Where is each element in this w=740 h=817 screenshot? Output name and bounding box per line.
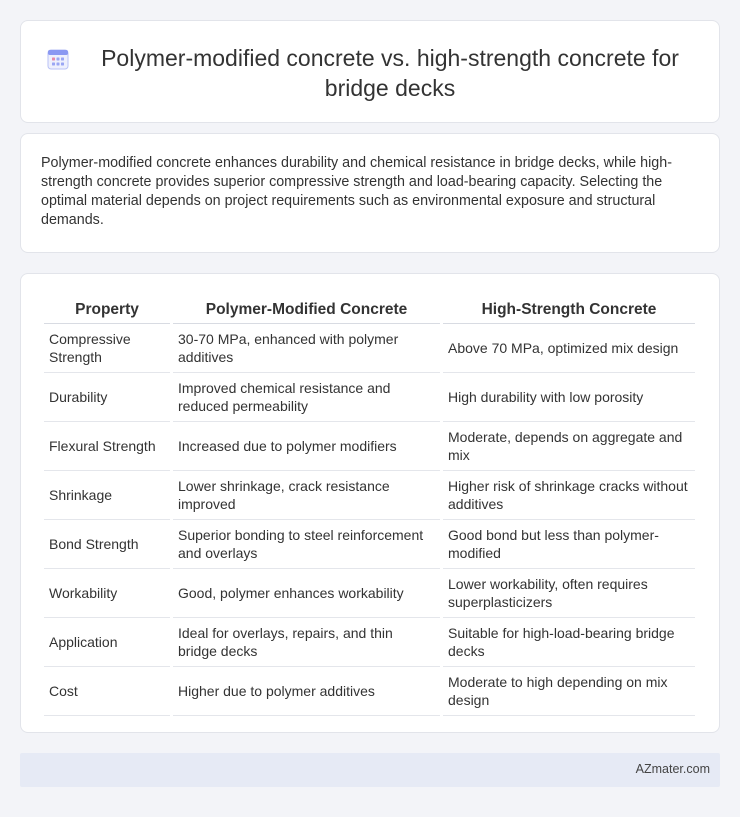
table-row	[44, 618, 695, 667]
table-row	[44, 520, 695, 569]
table-header-row	[44, 294, 695, 324]
cell-polymer-modified: Improved chemical resistance and reduced permeability	[173, 373, 440, 422]
cell-property: Bond Strength	[44, 520, 170, 569]
cell-polymer-modified: Ideal for overlays, repairs, and thin bridge decks	[173, 618, 440, 667]
cell-property: Durability	[44, 373, 170, 422]
cell-property: Cost	[44, 667, 170, 716]
title-card	[20, 20, 720, 123]
table-row	[44, 422, 695, 471]
table-row	[44, 373, 695, 422]
header-polymer-modified: Polymer-Modified Concrete	[173, 294, 440, 324]
cell-high-strength: Higher risk of shrinkage cracks without additives	[443, 471, 695, 520]
cell-high-strength: Above 70 MPa, optimized mix design	[443, 324, 695, 373]
table-row	[44, 324, 695, 373]
cell-property: Application	[44, 618, 170, 667]
cell-high-strength: Moderate, depends on aggregate and mix	[443, 422, 695, 471]
cell-polymer-modified: 30-70 MPa, enhanced with polymer additives	[173, 324, 440, 373]
summary-card	[20, 133, 720, 253]
cell-property: Shrinkage	[44, 471, 170, 520]
comparison-table-card	[20, 273, 720, 733]
footer	[20, 753, 720, 787]
header-property: Property	[44, 294, 170, 324]
table-row	[44, 569, 695, 618]
table-row	[44, 667, 695, 716]
cell-polymer-modified: Good, polymer enhances workability	[173, 569, 440, 618]
cell-property: Workability	[44, 569, 170, 618]
header-high-strength: High-Strength Concrete	[443, 294, 695, 324]
cell-high-strength: High durability with low porosity	[443, 373, 695, 422]
cell-high-strength: Suitable for high-load-bearing bridge decks	[443, 618, 695, 667]
footer-site-link[interactable]: AZmater.com	[635, 762, 710, 776]
cell-polymer-modified: Higher due to polymer additives	[173, 667, 440, 716]
cell-high-strength: Lower workability, often requires superplasticizers	[443, 569, 695, 618]
cell-high-strength: Moderate to high depending on mix design	[443, 667, 695, 716]
cell-property: Compressive Strength	[44, 324, 170, 373]
comparison-table	[41, 294, 698, 716]
summary-text: Polymer-modified concrete enhances durability and chemical resistance in bridge decks, while high-strength concrete provides superior compressive strength and load-bearing capacity. Selecting the optimal material depends on project requirements such as environmental exposure and structural demands.	[41, 155, 672, 228]
cell-property: Flexural Strength	[44, 422, 170, 471]
table-row	[44, 471, 695, 520]
cell-polymer-modified: Increased due to polymer modifiers	[173, 422, 440, 471]
cell-high-strength: Good bond but less than polymer-modified	[443, 520, 695, 569]
page-title: Polymer-modified concrete vs. high-strength concrete for bridge decks	[101, 45, 679, 101]
cell-polymer-modified: Lower shrinkage, crack resistance improved	[173, 471, 440, 520]
cell-polymer-modified: Superior bonding to steel reinforcement and overlays	[173, 520, 440, 569]
